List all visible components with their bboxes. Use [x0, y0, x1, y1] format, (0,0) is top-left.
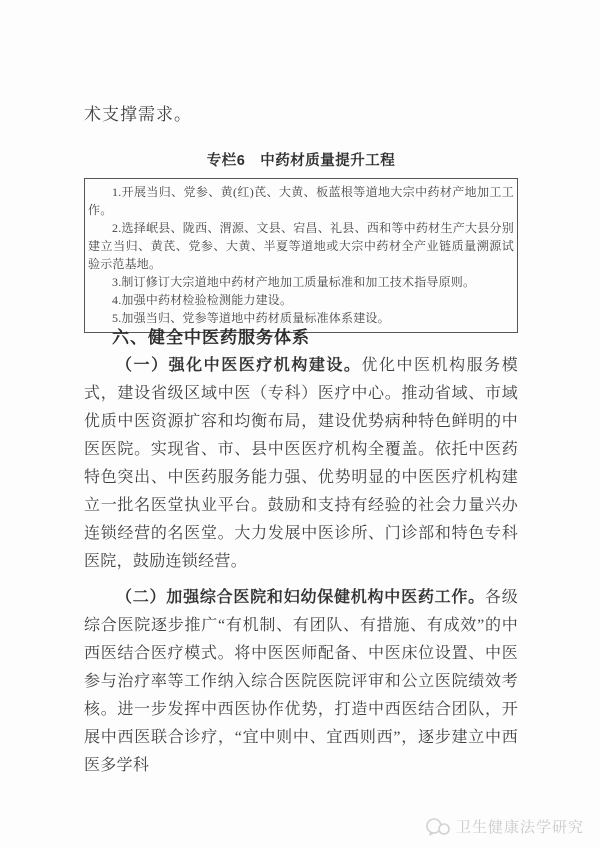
- speech-bubbles-logo-icon: [425, 817, 451, 837]
- column-box-item-2: 2.选择岷县、陇西、渭源、文县、宕昌、礼县、西和等中药材生产大县分别建立当归、黄芪、党参、大黄、半夏等道地或大宗中药材全产业链质量溯源试验示范基地。: [88, 221, 514, 271]
- paragraph-2: [84, 584, 518, 780]
- watermark: [425, 816, 584, 837]
- column-box-title: 专栏6 中药材质量提升工程: [206, 153, 396, 169]
- body-text: [84, 352, 518, 780]
- column-box-item-5: 5.加强当归、党参等道地中药材质量标准体系建设。: [112, 311, 390, 325]
- section-heading: 六、健全中医药服务体系: [112, 328, 310, 347]
- paragraph-2-lead: （二）加强综合医院和妇幼保健机构中医药工作。: [116, 589, 485, 606]
- paragraph-2-body: 各级综合医院逐步推广“有机制、有团队、有措施、有成效”的中西医结合医疗模式。将中医医师配备、中医床位设置、中医参与治疗率等工作纳入综合医院医院评审和公立医院绩效考核。进一步发挥中西医协作优势，打造中西医结合团队，开展中西医联合诊疗，“宜中则中、宜西则西”，逐步建立中西医多学科: [84, 589, 518, 774]
- watermark-label: 卫生健康法学研究: [455, 819, 584, 836]
- column-box-item-4: 4.加强中药材检验检测能力建设。: [112, 293, 293, 307]
- paragraph-1: [84, 352, 518, 576]
- intro-line: 术支撑需求。: [84, 105, 192, 124]
- column-box-item-3: 3.制订修订大宗道地中药材产地加工质量标准和加工技术指导原则。: [112, 275, 476, 289]
- column-box-item-1: 1.开展当归、党参、黄(红)芪、大黄、板蓝根等道地大宗中药材产地加工工作。: [88, 185, 514, 217]
- paragraph-1-body: 优化中医机构服务模式，建设省级区域中医（专科）医疗中心。推动省域、市域优质中医资源扩容和均衡布局，建设优势病种特色鲜明的中医医院。实现省、市、县中医医疗机构全覆盖。依托中医药特色突出、中医药服务能力强、优势明显的中医医疗机构建立一批名医堂执业平台。鼓励和支持有经验的社会力量兴办连锁经营的名医堂。大力发展中医诊所、门诊部和特色专科医院，鼓励连锁经营。: [84, 357, 519, 570]
- paragraph-1-lead: （一）强化中医医疗机构建设。: [116, 357, 362, 374]
- column-box: [84, 178, 518, 333]
